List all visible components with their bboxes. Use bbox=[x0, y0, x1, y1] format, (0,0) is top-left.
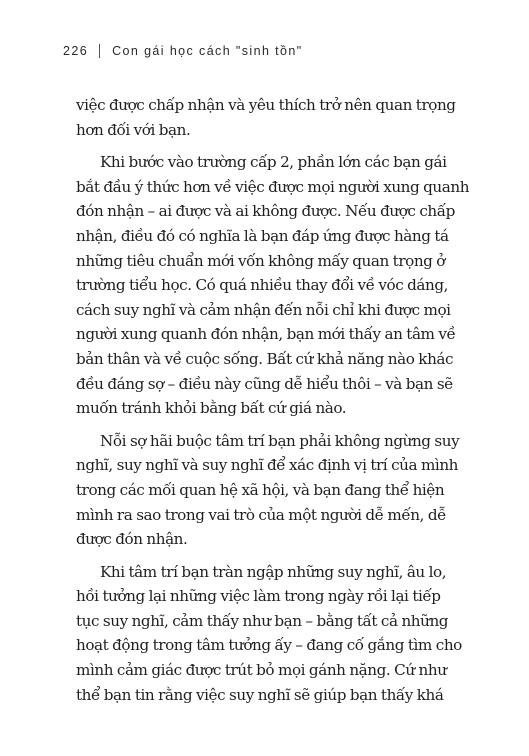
text-line: bắt đầu ý thức hơn về việc được mọi người xung quanh bbox=[76, 177, 470, 196]
text-line: Khi tâm trí bạn tràn ngập những suy nghĩ, âu lo, bbox=[100, 562, 447, 581]
text-line: cách suy nghĩ và cảm nhận đến nỗi chỉ khi được mọi bbox=[76, 300, 451, 319]
text-line: muốn tránh khỏi bằng bất cứ giá nào. bbox=[76, 399, 347, 418]
text-line: trong các mối quan hệ xã hội, và bạn đang thể hiện bbox=[76, 480, 445, 499]
text-line: người xung quanh đón nhận, bạn mới thấy an tâm về bbox=[76, 325, 456, 344]
paragraph-2 bbox=[76, 150, 470, 421]
text-line: hoạt động trong tâm tưởng ấy – đang cố gắng tìm cho bbox=[76, 636, 462, 655]
text-line: việc được chấp nhận và yêu thích trở nên quan trọng bbox=[76, 96, 456, 114]
text-line: trường tiểu học. Có quá nhiều thay đổi về vóc dáng, bbox=[76, 276, 448, 295]
text-line: đón nhận – ai được và ai không được. Nếu được chấp bbox=[76, 202, 455, 221]
book-title: Con gái học cách "sinh tồn" bbox=[112, 44, 303, 58]
text-line: hồi tưởng lại những việc làm trong ngày rồi lại tiếp bbox=[76, 587, 441, 606]
text-line: nghĩ, suy nghĩ và suy nghĩ để xác định vị trí của mình bbox=[76, 456, 458, 475]
paragraph-4 bbox=[76, 560, 462, 708]
paragraph-3 bbox=[76, 429, 460, 552]
text-line: hơn đối với bạn. bbox=[76, 120, 191, 139]
text-line: mình ra sao trong vai trò của một người dễ mến, dễ bbox=[76, 505, 447, 524]
text-line: Nỗi sợ hãi buộc tâm trí bạn phải không ngừng suy bbox=[100, 431, 460, 450]
page-body bbox=[76, 93, 470, 707]
text-line: bản thân và về cuộc sống. Bất cứ khả năng nào khác bbox=[76, 349, 454, 368]
header-separator bbox=[99, 44, 100, 58]
text-line: tục suy nghĩ, cảm thấy như bạn – bằng tất cả những bbox=[76, 611, 449, 630]
text-line: được đón nhận. bbox=[76, 530, 188, 549]
text-line: những tiêu chuẩn mới vốn không mấy quan trọng ở bbox=[76, 251, 446, 270]
page-number: 226 bbox=[63, 44, 89, 58]
text-line: thể bạn tin rằng việc suy nghĩ sẽ giúp bạn thấy khá bbox=[76, 685, 444, 704]
paragraph-1 bbox=[76, 93, 456, 142]
text-line: đều đáng sợ – điều này cũng dễ hiểu thôi – và bạn sẽ bbox=[76, 374, 453, 393]
text-line: nhận, điều đó có nghĩa là bạn đáp ứng được hàng tá bbox=[76, 226, 449, 245]
running-header bbox=[63, 42, 303, 60]
text-line: mình cảm giác được trút bỏ mọi gánh nặng. Cứ như bbox=[76, 661, 447, 680]
text-line: Khi bước vào trường cấp 2, phần lớn các bạn gái bbox=[100, 153, 447, 172]
